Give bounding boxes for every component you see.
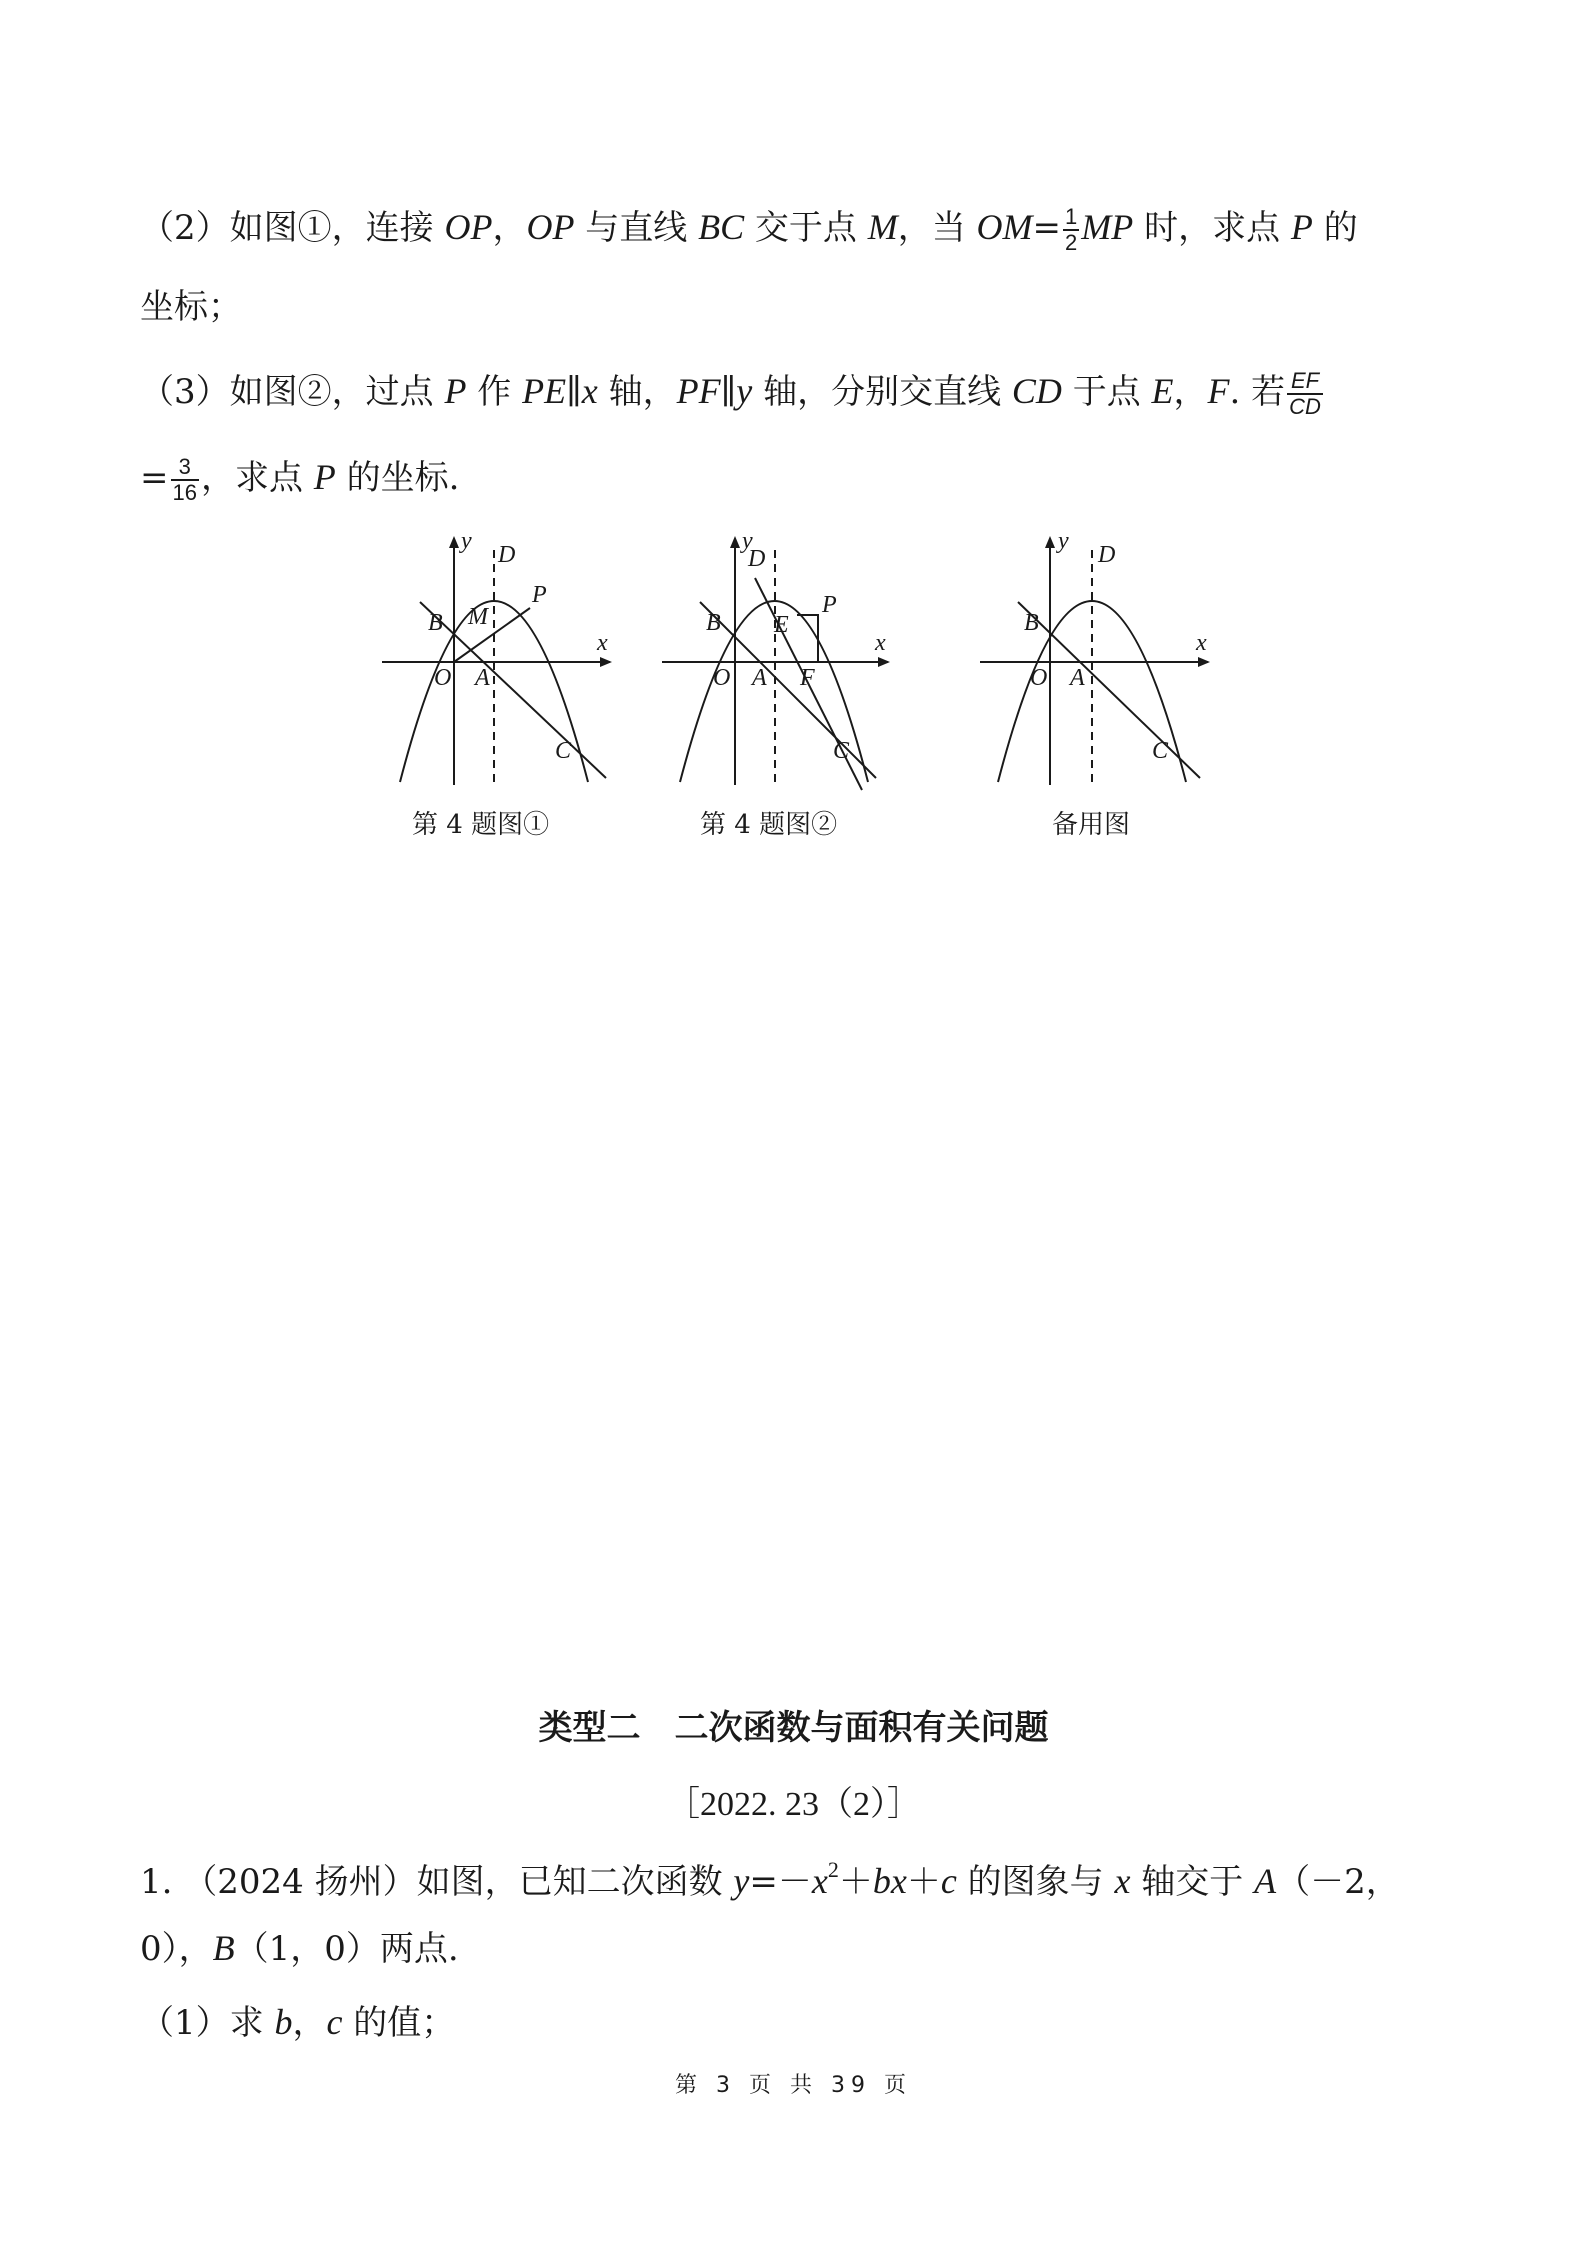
figures-row xyxy=(0,520,1587,850)
point-c-label: C xyxy=(555,738,572,764)
section-reference: ［2022. 23（2）］ xyxy=(666,1786,921,1823)
point-f-label: F xyxy=(800,665,815,691)
point-a-label: A xyxy=(475,665,490,691)
figure-1-caption: 第 4 题图① xyxy=(412,810,550,840)
page-footer: 第 3 页 共 39 页 xyxy=(675,2073,912,2098)
problem-1-line-1: 1. （2024 扬州）如图，已知二次函数 $y=-x^2+bx+c$ 的图象与 x 轴交于 A（－2， xyxy=(140,1857,1400,1902)
point-d-label: D xyxy=(498,542,516,568)
y-axis-label: y xyxy=(461,528,472,554)
point-c-label: C xyxy=(1152,738,1169,764)
point-c-label: C xyxy=(833,738,850,764)
point-e-label: E xyxy=(774,612,789,638)
point-d-label: D xyxy=(748,546,766,572)
point-b-label: B xyxy=(428,610,443,636)
question-2-line-2: 坐标； xyxy=(140,287,242,327)
point-a-label: A xyxy=(752,665,767,691)
x-axis-label: x xyxy=(597,630,608,656)
point-m-label: M xyxy=(468,604,488,630)
origin-label: O xyxy=(713,665,731,691)
y-axis-label: y xyxy=(742,528,753,554)
fraction-three-sixteenths: $\frac{3}{16}$ xyxy=(172,454,197,505)
fraction-ef-over-cd: $\frac{EF}{CD}$ xyxy=(1289,368,1321,419)
point-a-label: A xyxy=(1070,665,1085,691)
question-3-line-2: = $\frac{3}{16}$ ，求点 P 的坐标. xyxy=(140,454,460,505)
question-3-line-1: （3）如图②，过点 P 作 PE∥x 轴，PF∥y 轴，分别交直线 CD 于点 E，F. 若 $\frac{EF}{CD}$ xyxy=(140,368,1321,419)
figure-1 xyxy=(382,528,612,840)
point-b-label: B xyxy=(706,610,721,636)
origin-label: O xyxy=(434,665,452,691)
point-p-label: P xyxy=(532,582,547,608)
point-b-label: B xyxy=(1024,610,1039,636)
figure-3 xyxy=(980,528,1210,840)
question-2-line-1: （2）如图①，连接 OP，OP 与直线 BC 交于点 M，当 OM= $\frac{1}{2}$ MP 时，求点 P 的 xyxy=(140,204,1358,255)
section-title: 类型二 二次函数与面积有关问题 xyxy=(538,1708,1049,1748)
figure-2-caption: 第 4 题图② xyxy=(700,810,838,840)
fraction-one-half: $\frac{1}{2}$ xyxy=(1065,204,1078,255)
figure-2 xyxy=(662,528,890,840)
y-axis-label: y xyxy=(1058,528,1069,554)
x-axis-label: x xyxy=(875,630,886,656)
problem-1-subquestion-1: （1）求 b，c 的值； xyxy=(140,2002,456,2043)
x-axis-label: x xyxy=(1196,630,1207,656)
origin-label: O xyxy=(1030,665,1048,691)
figure-3-caption: 备用图 xyxy=(1052,810,1131,840)
problem-1-line-2: 0），B（1，0）两点. xyxy=(140,1928,459,1969)
point-d-label: D xyxy=(1098,542,1116,568)
point-p-label: P xyxy=(822,592,837,618)
